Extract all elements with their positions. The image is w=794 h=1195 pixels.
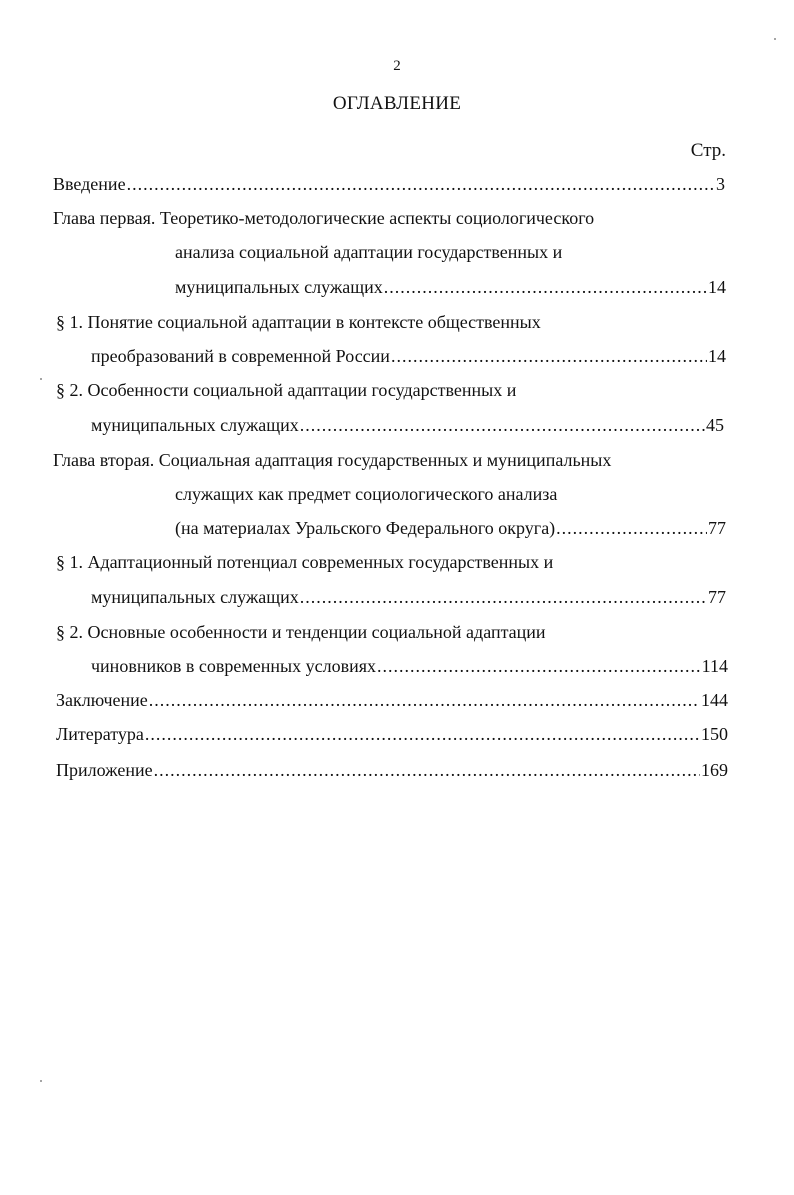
scan-speck [40, 1080, 42, 1082]
toc-entry-page: 77 [708, 518, 726, 538]
toc-entry-page: 14 [708, 277, 726, 297]
toc-entry-page: 3 [716, 174, 725, 194]
scan-speck [774, 38, 776, 40]
scan-speck [40, 378, 42, 380]
toc-ch1-section-1-line-1: § 1. Понятие социальной адаптации в контексте общественных [56, 312, 541, 332]
toc-entry-appendix [56, 758, 728, 782]
toc-entry-ch2-section-2 [91, 654, 728, 678]
dot-leader [377, 654, 701, 678]
toc-entry-page: 144 [701, 690, 728, 710]
toc-entry-text: муниципальных служащих [91, 415, 299, 435]
toc-entry-page: 45 [706, 415, 724, 435]
toc-entry-ch1-section-1 [91, 344, 726, 368]
toc-ch1-section-2-line-1: § 2. Особенности социальной адаптации государственных и [56, 380, 517, 400]
dot-leader [556, 516, 707, 540]
toc-entry-text: Приложение [56, 760, 153, 780]
toc-chapter-1-line-1: Глава первая. Теоретико-методологические аспекты социологического [53, 208, 595, 228]
dot-leader [384, 275, 707, 299]
toc-entry-literature [56, 722, 728, 746]
toc-ch2-section-2-line-1: § 2. Основные особенности и тенденции социальной адаптации [56, 622, 546, 642]
toc-entry-text: преобразований в современной России [91, 346, 390, 366]
toc-entry-text: муниципальных служащих [91, 587, 299, 607]
toc-chapter-2-line-2: служащих как предмет социологического анализа [175, 484, 558, 504]
toc-entry-page: 169 [701, 760, 728, 780]
dot-leader [300, 413, 705, 437]
toc-entry-ch1-section-2 [91, 413, 724, 437]
dot-leader [127, 172, 715, 196]
toc-entry-intro [53, 172, 725, 196]
dot-leader [145, 722, 700, 746]
toc-entry-text: Заключение [56, 690, 148, 710]
toc-entry-text: Литература [56, 724, 144, 744]
toc-entry-page: 14 [708, 346, 726, 366]
toc-ch2-section-1-line-1: § 1. Адаптационный потенциал современных государственных и [56, 552, 554, 572]
page-number: 2 [393, 58, 401, 74]
toc-chapter-1-line-2: анализа социальной адаптации государственных и [175, 242, 563, 262]
toc-chapter-2-line-1: Глава вторая. Социальная адаптация государственных и муниципальных [53, 450, 612, 470]
page-column-label: Стр. [690, 140, 726, 161]
dot-leader [391, 344, 707, 368]
toc-entry-chapter-2 [175, 516, 726, 540]
dot-leader [300, 585, 707, 609]
dot-leader [154, 758, 700, 782]
toc-entry-ch2-section-1 [91, 585, 726, 609]
toc-entry-text: Введение [53, 174, 126, 194]
dot-leader [149, 688, 700, 712]
toc-entry-page: 114 [701, 656, 728, 676]
toc-entry-chapter-1 [175, 275, 726, 299]
toc-entry-page: 150 [701, 724, 728, 744]
toc-entry-text: муниципальных служащих [175, 277, 383, 297]
toc-entry-conclusion [56, 688, 728, 712]
toc-title: ОГЛАВЛЕНИЕ [332, 93, 462, 114]
toc-entry-page: 77 [708, 587, 726, 607]
toc-entry-text: (на материалах Уральского Федерального округа) [175, 518, 556, 538]
toc-entry-text: чиновников в современных условиях [91, 656, 377, 676]
